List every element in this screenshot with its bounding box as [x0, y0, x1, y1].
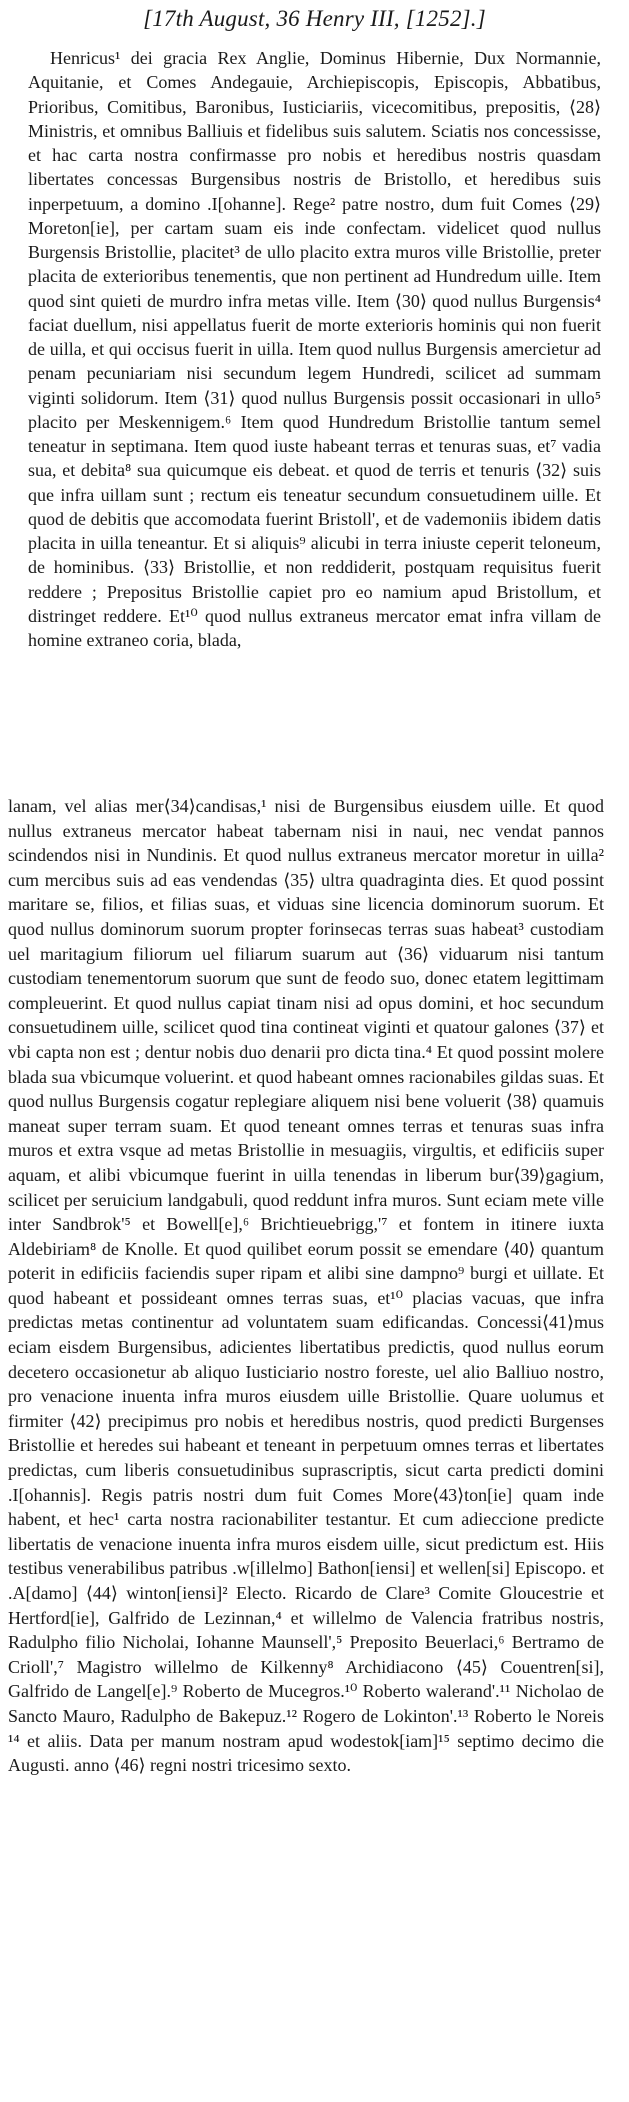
charter-paragraph-2: lanam, vel alias mer⟨34⟩candisas,¹ nisi de Burgensibus eiusdem uille. Et quod nullus extraneus mercator habeat tabernam nisi in naui, nec vendat pannos scindendos nisi in Nundinis. Et quod nullus extraneus mercator moretur in uilla² cum mercibus suis ad eas vendendas ⟨35⟩ ultra quadraginta dies. Et quod possint maritare se, filios, et filias suas, et viduas sine licencia dominorum suorum. Et quod nullus dominorum suorum propter forinsecas terras suas habeat³ custodiam uel maritagium filiorum uel filiarum suarum aut ⟨36⟩ viduarum nisi tantum custodiam tenementorum suorum que sunt de feodo suo, donec etatem legittimam compleuerint. Et quod nullus capiat tinam nisi ad opus domini, et hoc secundum consuetudinem uille, scilicet quod tina contineat viginti et quatour galones ⟨37⟩ et vbi capta non est ; dentur nobis duo denarii pro dicta tina.⁴ Et quod possint molere blada sua vbicumque voluerint. et quod habeant omnes racionabiles gildas suas. Et quod nullus Burgensis cogatur replegiare aliquem nisi bene voluerit ⟨38⟩ quamuis maneat super terram suam. Et quod teneant omnes terras et tenuras suas infra muros et extra vsque ad metas Bristollie in mesuagiis, virgultis, et edificiis super aquam, et alibi vbicumque fuerint in uilla tenendas in liberum bur⟨39⟩gagium, scilicet per seruicium landgabuli, quod reddunt infra muros. Sunt eciam mete ville inter Sandbrok'⁵ et Bowell[e],⁶ Brichtieuebrigg,'⁷ et fontem in itinere iuxta Aldebiriam⁸ de Knolle. Et quod quilibet eorum possit se emendare ⟨40⟩ quantum poterit in edificiis faciendis super ripam et alibi sine dampno⁹ burgi et uillate. Et quod habeant et possideant omnes terras suas, et¹⁰ placias vacuas, que infra predictas metas continentur ad voluntatem suam edificandas. Concessi⟨41⟩mus eciam eisdem Burgensibus, adicientes libertatibus predictis, quod nullus eorum decetero occasionetur ab aliquo Iusticiario nostro foreste, uel alio Balliuo nostro, pro venacione inuenta infra muros eiusdem uille Bristollie. Quare uolumus et firmiter ⟨42⟩ precipimus pro nobis et heredibus nostris, quod predicti Burgenses Bristollie et heredes sui habeant et teneant in perpetuum omnes terras et libertates predictas, cum liberis consuetudinibus suprascriptis, sicut carta predicti domini .I[ohannis]. Regis patris nostri dum fuit Comes More⟨43⟩ton[ie] quam inde habent, et hec¹ carta nostra racionabiliter testantur. Et cum adieccione predicte libertatis de venacione inuenta infra muros eisdem uille, sicut predictum est. Hiis testibus venerabilibus patribus .w[illelmo] Bathon[iensi] et wellen[si] Episcopo. et .A[damo] ⟨44⟩ winton[iensi]² Electo. Ricardo de Clare³ Comite Gloucestrie et Hertford[ie], Galfrido de Lezinnan,⁴ et willelmo de Valencia fratribus nostris, Radulpho filio Nicholai, Iohanne Maunsell',⁵ Preposito Beuerlaci,⁶ Bertramo de Crioll',⁷ Magistro willelmo de Kilkenny⁸ Archidiacono ⟨45⟩ Couentren[si], Galfrido de Langel[e].⁹ Roberto de Mucegros.¹⁰ Roberto walerand'.¹¹ Nicholao de Sancto Mauro, Radulpho de Bakepuz.¹² Rogero de Lokinton'.¹³ Roberto le Noreis ¹⁴ et aliis. Data per manum nostram apud wodestok[iam]¹⁵ septimo decimo die Augusti. anno ⟨46⟩ regni nostri tricesimo sexto. [8, 796, 604, 1776]
document-heading: [17th August, 36 Henry III, [1252].] [143, 6, 486, 31]
charter-text-block-1 [28, 46, 601, 652]
charter-paragraph-1: Henricus¹ dei gracia Rex Anglie, Dominus Hibernie, Dux Normannie, Aquitanie, et Comes Andegauie, Archiepiscopis, Episcopis, Abbatibus, Prioribus, Comitibus, Baronibus, Iusticiariis, vicecomitibus, prepositis, ⟨28⟩ Ministris, et omnibus Balliuis et fidelibus suis salutem. Sciatis nos concessisse, et hac carta nostra confirmasse pro nobis et heredibus nostris quasdam libertates concessas Burgensibus nostris de Bristollo, et heredibus suis inperpetuum, a domino .I[ohanne]. Rege² patre nostro, dum fuit Comes ⟨29⟩ Moreton[ie], per cartam suam eis inde confectam. videlicet quod nullus Burgensis Bristollie, placitet³ de ullo placito extra muros ville Bristollie, preter placita de exterioribus tenementis, que non pertinent ad Hundredum uille. Item quod sint quieti de murdro infra metas ville. Item ⟨30⟩ quod nullus Burgensis⁴ faciat duellum, nisi appellatus fuerit de morte exterioris hominis qui non fuerit de uilla, et qui occisus fuerit in uilla. Item quod nullus Burgensis amercietur ad penam pecuniariam nisi secundum legem Hundredi, scilicet ad summam viginti solidorum. Item ⟨31⟩ quod nullus Burgensis possit occasionari in ullo⁵ placito per Meskennigem.⁶ Item quod Hundredum Bristollie tantum semel teneatur in septimana. Item quod iuste habeant terras et tenuras suas, et⁷ vadia sua, et debita⁸ sua quicumque eis debeat. et quod de terris et tenuris ⟨32⟩ suis que infra uillam sunt ; rectum eis teneatur secundum consuetudinem uille. Et quod de debitis que accomodata fuerint Bristoll', et de vademoniis ibidem datis placita in uilla teneantur. Et si aliquis⁹ alicubi in terra iniuste ceperit teloneum, de hominibus. ⟨33⟩ Bristollie, et non reddiderit, postquam requisitus fuerit reddere ; Prepositus Bristollie capiet pro eo namium apud Bristollum, et distringet reddere. Et¹⁰ quod nullus extraneus mercator emat infra villam de homine extraneo coria, blada, [28, 48, 601, 650]
charter-text-block-2 [8, 794, 604, 1778]
